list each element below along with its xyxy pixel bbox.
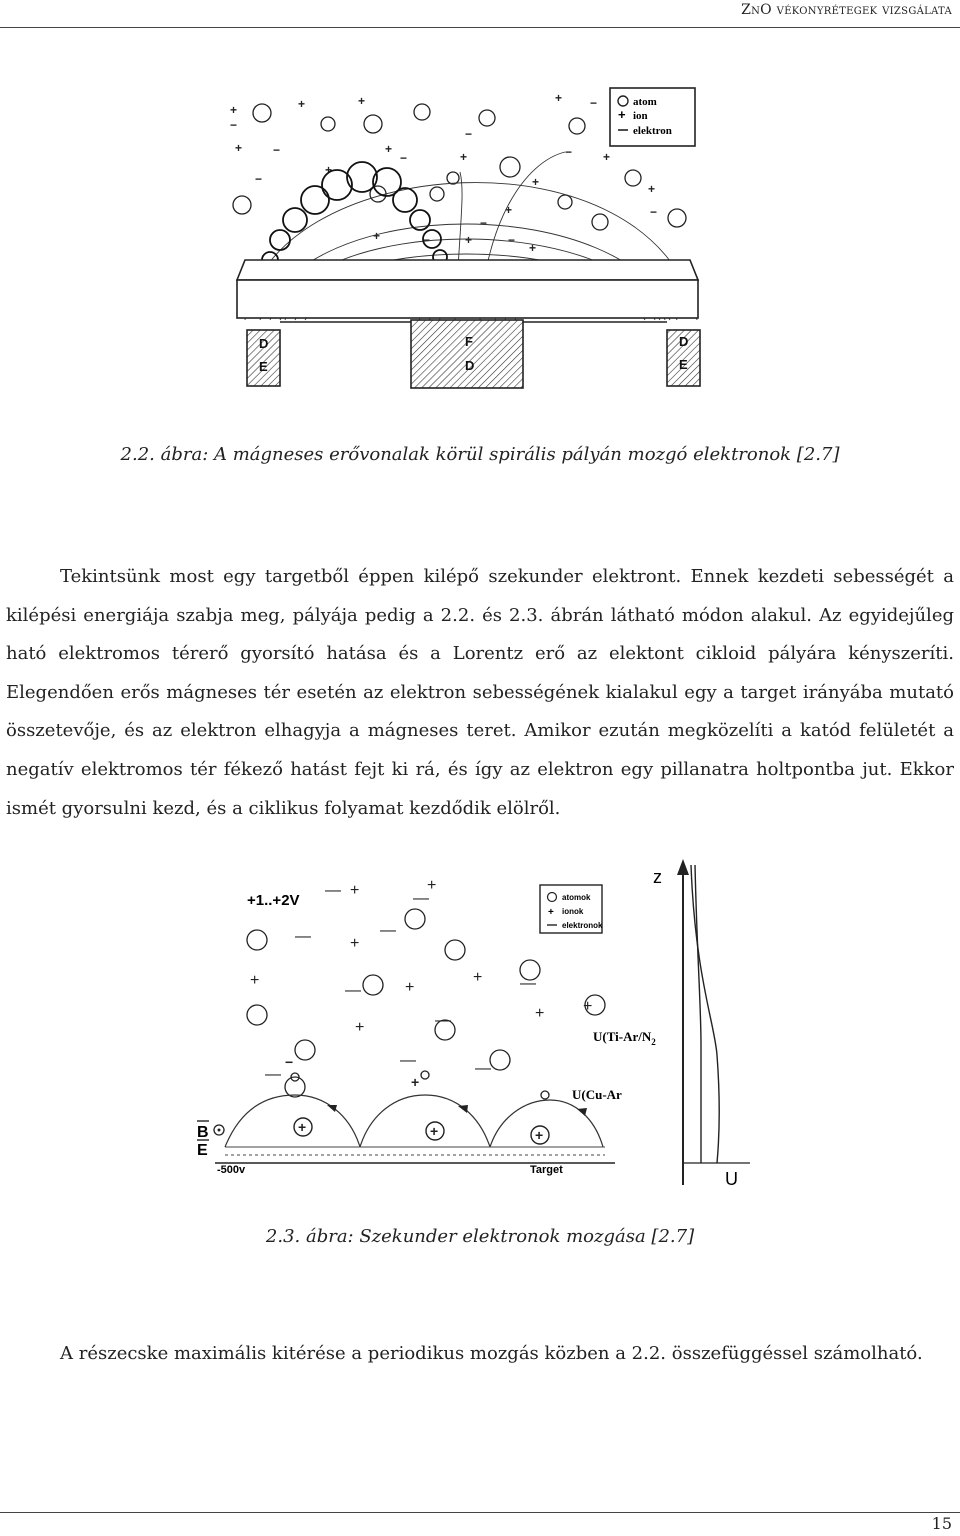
svg-text:+: + xyxy=(405,979,415,996)
svg-text:—: — xyxy=(400,1052,416,1069)
electric-field-lines xyxy=(225,1147,605,1155)
legend-electrons: elektronok xyxy=(562,921,603,930)
svg-text:—: — xyxy=(520,975,536,992)
magnet-left-label-2: E xyxy=(259,359,268,374)
curve-label-cu-ar: U(Cu-Ar xyxy=(572,1087,622,1102)
axis-z-label: z xyxy=(653,867,662,887)
target-plate xyxy=(237,280,698,318)
svg-text:−: − xyxy=(565,145,573,159)
target-label: Target xyxy=(530,1164,563,1176)
svg-text:+: + xyxy=(555,91,563,105)
atoms-scatter xyxy=(233,104,686,230)
curve-label-ti-ar-n2: $U(Ti-Ar/N_2$ xyxy=(593,1029,656,1047)
closing-sentence: A részecske maximális kitérése a periodikus mozgás közben a 2.2. összefüggéssel számolható. xyxy=(60,1343,923,1364)
cathode-voltage-label: -500v xyxy=(217,1164,246,1176)
svg-text:—: — xyxy=(435,1012,451,1029)
svg-text:—: — xyxy=(413,890,429,907)
svg-text:−: − xyxy=(285,1054,294,1070)
running-head: ZnO vékonyrétegek vizsgálata xyxy=(741,2,952,18)
magnet-center xyxy=(411,320,523,388)
svg-text:—: — xyxy=(475,1060,491,1077)
magnet-left-label-1: D xyxy=(259,336,269,351)
label-e: E xyxy=(197,1142,208,1159)
svg-text:−: − xyxy=(590,96,598,110)
svg-text:+: + xyxy=(230,103,238,117)
svg-text:+: + xyxy=(648,182,656,196)
voltage-top-label: +1..+2V xyxy=(247,892,300,909)
figure-caption-2-3: 2.3. ábra: Szekunder elektronok mozgása [2.7] xyxy=(265,1226,695,1247)
legend-ions: ionok xyxy=(562,907,584,916)
figure-caption-2-2: 2.2. ábra: A mágneses erővonalak körül spirális pályán mozgó elektronok [2.7] xyxy=(120,444,840,465)
magnet-center-label-1: F xyxy=(465,334,473,349)
svg-text:—: — xyxy=(265,1066,281,1083)
svg-text:−: − xyxy=(255,172,263,186)
svg-text:+: + xyxy=(355,1019,365,1036)
svg-text:+: + xyxy=(465,233,473,247)
magnet-right-label-2: E xyxy=(679,357,688,372)
svg-text:—: — xyxy=(295,928,311,945)
label-b: B xyxy=(197,1124,209,1141)
header-rule xyxy=(0,27,960,28)
page-number: 15 xyxy=(931,1514,952,1533)
svg-text:+: + xyxy=(350,935,360,952)
svg-text:+: + xyxy=(529,241,537,255)
svg-text:+: + xyxy=(385,142,393,156)
svg-text:−: − xyxy=(400,151,408,165)
svg-text:+: + xyxy=(473,969,483,986)
svg-text:−: − xyxy=(480,216,488,230)
svg-text:+: + xyxy=(427,877,437,894)
z-axis-arrow-icon xyxy=(677,859,689,875)
svg-text:—: — xyxy=(325,882,341,899)
footer-rule xyxy=(0,1512,960,1513)
svg-text:+: + xyxy=(350,882,360,899)
legend-electron: elektron xyxy=(633,125,672,137)
svg-text:+: + xyxy=(358,94,366,108)
svg-text:+: + xyxy=(298,1119,307,1135)
svg-text:+: + xyxy=(603,150,611,164)
svg-text:−: − xyxy=(650,205,658,219)
atom-icon xyxy=(548,893,557,902)
atom-icon xyxy=(618,96,628,106)
svg-text:+: + xyxy=(535,1005,545,1022)
charges-scatter xyxy=(230,91,657,255)
svg-text:−: − xyxy=(423,233,431,247)
svg-text:+: + xyxy=(430,1123,439,1139)
ion-icon: + xyxy=(618,107,626,122)
magnet-center-label-2: D xyxy=(465,358,475,373)
cycloid-arrowheads xyxy=(327,1105,587,1116)
body-paragraph xyxy=(6,558,954,828)
spiral-electron-path xyxy=(262,162,451,275)
legend-ion: ion xyxy=(633,110,648,122)
charges-scatter-2 xyxy=(250,877,592,1083)
svg-text:+: + xyxy=(325,163,333,177)
svg-text:+: + xyxy=(373,229,381,243)
legend-atoms: atomok xyxy=(562,893,591,902)
svg-text:+: + xyxy=(505,203,513,217)
potential-curves xyxy=(691,865,719,1163)
svg-text:+: + xyxy=(250,972,260,989)
svg-text:+: + xyxy=(532,175,540,189)
paragraph-text: Tekintsünk most egy targetből éppen kilépő szekunder elektront. Ennek kezdeti sebességét a kilépési energiája szabja meg, pályája pedig a 2.2. és 2.3. ábrán látható módon alakul. Az egyidejűleg ható elektromos térerő gyorsító hatása és a Lorentz erő az elektont cikloid pályára kényszeríti. Elegendően erős mágneses tér esetén az elektron sebességének kialakul egy a target irányába mutató összetevője, és az elektron elhagyja a mágneses teret. Amikor ezután megközelíti a katód felületét a negatív elektromos tér fékező hatást fejt ki rá, és így az elektron egy pillanatra holtpontba jut. Ekkor ismét gyorsulni kezd, és a ciklikus folyamat kezdődik elölről. xyxy=(6,566,954,819)
magnet-right-label-1: D xyxy=(679,334,689,349)
svg-text:+: + xyxy=(235,141,243,155)
svg-text:+: + xyxy=(535,1127,544,1143)
axis-u-label: U xyxy=(725,1169,738,1189)
svg-text:—: — xyxy=(380,922,396,939)
svg-text:−: − xyxy=(508,233,516,247)
cycloid-paths xyxy=(225,1095,603,1147)
figure-secondary-electrons xyxy=(195,855,755,1195)
svg-text:+: + xyxy=(298,97,306,111)
svg-text:—: — xyxy=(345,982,361,999)
svg-text:+: + xyxy=(583,998,593,1015)
svg-text:+: + xyxy=(460,150,468,164)
svg-text:−: − xyxy=(230,118,238,132)
legend-atom: atom xyxy=(633,96,657,108)
target-plate-top xyxy=(237,260,698,280)
svg-text:−: − xyxy=(273,143,281,157)
ions-near-target xyxy=(294,1118,549,1144)
svg-text:+: + xyxy=(411,1074,420,1090)
ion-icon: + xyxy=(548,907,554,918)
figure-magnetron-spiral xyxy=(225,82,710,392)
svg-text:−: − xyxy=(465,127,473,141)
